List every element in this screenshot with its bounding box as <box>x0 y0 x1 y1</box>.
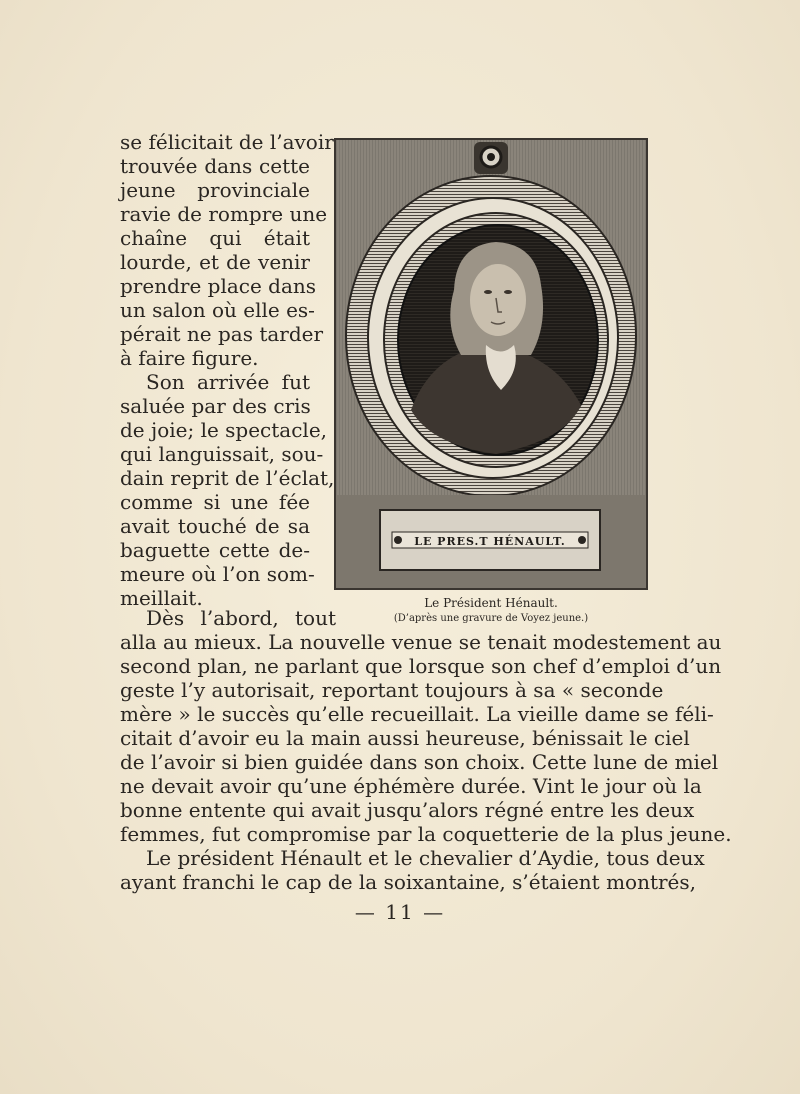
text-line: ravie de rompre une <box>120 202 328 226</box>
text-line: jeune provinciale <box>120 178 310 202</box>
sitter-face <box>470 264 526 336</box>
text-line: avait touché de sa <box>120 514 310 538</box>
text-line: alla au mieux. La nouvelle venue se tenait modestement au <box>120 630 722 654</box>
body-text <box>120 606 732 894</box>
text-line: geste l’y autorisait, reportant toujours à sa « seconde <box>120 678 664 702</box>
text-line: comme si une fée <box>120 490 310 514</box>
text-line: Dès l’abord, tout <box>146 606 336 630</box>
text-line: meillait. <box>120 586 203 610</box>
figure-caption-credit: (D’après une gravure de Voyez jeune.) <box>393 613 589 624</box>
plaque-inscription: LE PRES.T HÉNAULT. <box>414 535 566 548</box>
text-line: saluée par des cris <box>120 394 311 418</box>
text-line: femmes, fut compromise par la coquetterie de la plus jeune. <box>120 822 732 846</box>
text-line: ayant franchi le cap de la soixantaine, s’étaient montrés, <box>120 870 697 894</box>
text-line: bonne entente qui avait jusqu’alors régné entre les deux <box>120 798 695 822</box>
text-line: à faire figure. <box>120 346 259 370</box>
text-line: meure où l’on som- <box>120 562 315 586</box>
text-line: Son arrivée fut <box>146 370 310 394</box>
left-text-column <box>120 130 335 610</box>
text-line: second plan, ne parlant que lorsque son chef d’emploi d’un <box>120 654 722 678</box>
text-line: de l’avoir si bien guidée dans son choix. Cette lune de miel <box>120 750 719 774</box>
text-line: chaîne qui était <box>120 226 310 250</box>
text-line: se félicitait de l’avoir <box>120 130 334 154</box>
text-line: dain reprit de l’éclat, <box>120 466 335 490</box>
page-number: — 11 — <box>354 900 446 924</box>
text-line: qui languissait, sou- <box>120 442 324 466</box>
text-line: un salon où elle es- <box>120 298 315 322</box>
engraving-portrait <box>334 138 648 590</box>
figure-caption-title: Le Président Hénault. <box>424 596 558 610</box>
text-line: de joie; le spectacle, <box>120 418 328 442</box>
text-line: prendre place dans <box>120 274 317 298</box>
text-line: ne devait avoir qu’une éphémère durée. Vint le jour où la <box>120 774 702 798</box>
ring-ornament <box>474 142 508 174</box>
text-line: mère » le succès qu’elle recueillait. La vieille dame se féli- <box>120 702 714 726</box>
text-line: Le président Hénault et le chevalier d’Aydie, tous deux <box>146 846 705 870</box>
text-line: lourde, et de venir <box>120 250 310 274</box>
text-line: pérait ne pas tarder <box>120 322 324 346</box>
text-line: citait d’avoir eu la main aussi heureuse, bénissait le ciel <box>120 726 690 750</box>
engraving-svg <box>336 140 646 588</box>
text-line: trouvée dans cette <box>120 154 310 178</box>
text-line: baguette cette de- <box>120 538 310 562</box>
